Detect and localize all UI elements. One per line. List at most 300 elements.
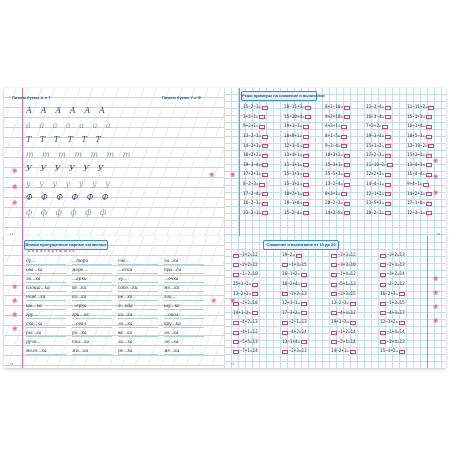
answer-box	[301, 311, 307, 315]
answer-box	[301, 340, 307, 344]
equation-row	[407, 170, 434, 180]
equation-row	[325, 122, 350, 132]
equation-text: 13−4+3=	[407, 162, 426, 168]
flower-icon: ❀	[432, 173, 439, 181]
word-item	[118, 319, 158, 328]
word-text: ле…ка	[164, 339, 179, 344]
equation-text: −2−2=12	[386, 282, 405, 288]
equation-text: 15−1+3=	[407, 114, 426, 120]
equation-row	[243, 113, 268, 123]
handwriting-row: Т Т Т Т Т Т	[26, 135, 104, 144]
equation-text: 18+2+1=	[284, 191, 303, 197]
equation-text: 15−3+1=	[325, 162, 344, 168]
word-item	[164, 265, 204, 274]
equation-text: 17−2−4=	[243, 191, 262, 197]
answer-box	[341, 192, 347, 196]
equation-row	[243, 151, 268, 161]
word-text: руча…	[26, 339, 41, 344]
word-item	[26, 274, 66, 283]
word-item	[164, 319, 204, 328]
equation-row	[407, 141, 434, 151]
equation-row	[325, 103, 350, 113]
equation-text: 8−2−3=	[243, 182, 259, 188]
word-text: мы…ка	[72, 348, 89, 353]
answer-box	[262, 106, 268, 110]
answer-box	[262, 135, 268, 139]
equation-row	[233, 309, 258, 319]
equation-text: 15−2−4=	[284, 210, 303, 216]
word-text: …окол	[164, 312, 179, 317]
page-header-left: Пишем буквы А и Т	[12, 95, 51, 100]
top-spread	[4, 88, 446, 238]
answer-box	[385, 154, 391, 158]
flower-icon: ❀	[229, 171, 236, 179]
equation-row	[233, 251, 258, 261]
equation-row	[243, 161, 268, 171]
answer-box	[426, 135, 432, 139]
equation-row	[325, 170, 350, 180]
equation-text: 19+1−3=	[284, 124, 303, 130]
flower-icon: ❀	[432, 275, 439, 283]
answer-box	[282, 350, 288, 354]
equation-row	[282, 280, 307, 290]
answer-box	[259, 115, 265, 119]
word-item	[72, 274, 112, 283]
answer-box	[252, 283, 258, 287]
word-text: …ерка	[72, 303, 87, 308]
equation-text: 11−1+1=	[284, 162, 303, 168]
equation-column	[331, 251, 356, 357]
handwriting-row: А А А А А А	[26, 106, 109, 115]
word-column	[118, 256, 158, 355]
word-text: ка…ка	[72, 294, 87, 299]
equation-row	[407, 151, 434, 161]
answer-box	[350, 350, 356, 354]
flower-icon: ❀	[432, 289, 439, 297]
equation-text: 19−3−4=	[243, 162, 262, 168]
answer-box	[380, 254, 386, 258]
equation-row	[331, 337, 356, 347]
equation-row	[366, 209, 393, 219]
equation-row	[331, 299, 356, 309]
equation-text: 15−4+2=	[380, 349, 399, 355]
word-column	[72, 256, 112, 355]
word-item	[118, 265, 158, 274]
equation-row	[407, 199, 434, 209]
word-text: …очка	[164, 276, 179, 281]
equation-text: 16−2+4=	[282, 282, 301, 288]
equation-text: −3+3=10	[337, 262, 356, 268]
equation-text: 10+8+1=	[284, 134, 303, 140]
equation-row	[243, 189, 268, 199]
equation-text: 12−3−1=	[407, 210, 426, 216]
answer-box	[282, 292, 288, 296]
answer-box	[296, 254, 302, 258]
equation-row	[366, 132, 393, 142]
answer-box	[331, 283, 337, 287]
word-item	[118, 310, 158, 319]
equation-row	[233, 337, 258, 347]
equation-row	[282, 309, 307, 319]
equation-row	[243, 170, 268, 180]
word-item	[118, 337, 158, 346]
word-text: ло…ка	[164, 330, 179, 335]
answer-box	[301, 283, 307, 287]
equation-row	[284, 141, 311, 151]
answer-box	[252, 292, 258, 296]
answer-box	[380, 340, 386, 344]
answer-box	[282, 321, 288, 325]
equation-text: −2+3=13	[386, 262, 405, 268]
answer-box	[331, 273, 337, 277]
equation-column	[407, 103, 434, 218]
equation-text: 13−2+1=	[233, 291, 252, 297]
word-text: площа…ка	[26, 285, 50, 290]
equation-row	[325, 161, 350, 171]
flower-icon: ❀	[432, 189, 439, 197]
equation-text: −1+3=15	[386, 301, 405, 307]
word-text: нож…ка	[26, 294, 46, 299]
equation-row	[233, 270, 258, 280]
equation-row	[331, 289, 356, 299]
equation-row	[284, 209, 311, 219]
word-text: моло…ка	[26, 348, 47, 353]
equation-row	[366, 103, 393, 113]
answer-box	[301, 273, 307, 277]
page-number: 16	[10, 362, 14, 366]
answer-box	[259, 183, 265, 187]
equation-row	[233, 289, 258, 299]
answer-box	[344, 173, 350, 177]
equation-text: 9+2+10=	[325, 114, 344, 120]
word-item	[26, 301, 66, 310]
answer-box	[331, 254, 337, 258]
answer-box	[262, 154, 268, 158]
equation-text: 15−5+3=	[325, 172, 344, 178]
equation-row	[407, 113, 434, 123]
word-text: сне…	[118, 258, 130, 263]
word-text: ко…ка	[118, 312, 133, 317]
flower-icon: ❀	[432, 303, 439, 311]
word-item	[72, 337, 112, 346]
equation-text: 13−2−1=	[243, 210, 262, 216]
answer-box	[303, 192, 309, 196]
equation-text: 19−3−4=	[366, 134, 385, 140]
equation-text: 16−1+2=	[282, 272, 301, 278]
word-item	[118, 256, 158, 265]
answer-box	[399, 350, 405, 354]
answer-box	[303, 154, 309, 158]
answer-box	[303, 144, 309, 148]
equation-text: 15−1+2=	[284, 182, 303, 188]
word-text: ме…ка	[164, 348, 180, 353]
equation-text: −2−1=13	[288, 320, 307, 326]
word-item	[72, 292, 112, 301]
equation-text: 16−3−4=	[366, 114, 385, 120]
equation-row	[325, 113, 350, 123]
equation-row	[284, 189, 311, 199]
word-text: гла…	[164, 294, 176, 299]
equation-column	[380, 251, 405, 357]
answer-box	[233, 350, 239, 354]
handwriting-row: а а а а а а а	[26, 120, 114, 130]
equation-row	[331, 347, 356, 357]
equation-row	[380, 261, 405, 271]
equation-row	[325, 180, 350, 190]
equation-column	[325, 103, 350, 218]
equation-text: 15−4−4=	[407, 172, 426, 178]
margin-line	[22, 236, 23, 368]
equation-text: 12+2+3=	[366, 172, 385, 178]
word-item	[26, 265, 66, 274]
copybook-page-letters	[4, 88, 225, 238]
equation-text: 16−2+3=	[380, 291, 399, 297]
word-text: …огал	[72, 321, 86, 326]
equation-text: 13+4+1=	[284, 153, 303, 159]
equation-row	[284, 132, 311, 142]
equation-row	[380, 280, 405, 290]
word-item	[164, 283, 204, 292]
answer-box	[428, 106, 434, 110]
answer-box	[385, 106, 391, 110]
answer-box	[262, 202, 268, 206]
exercise-title: Реши примеры на сложение и вычитание	[241, 91, 317, 101]
equation-row	[282, 270, 307, 280]
equation-row	[233, 280, 258, 290]
equation-text: 14+1−2=	[233, 310, 252, 316]
equation-row	[380, 337, 405, 347]
handwriting-row: Ф Ф Ф Ф Ф Ф	[26, 193, 112, 202]
equation-text: 12−1+2=	[366, 191, 385, 197]
word-item	[72, 256, 112, 265]
answer-box	[262, 173, 268, 177]
equation-text: 10+5−3=	[407, 134, 426, 140]
equation-row	[233, 318, 258, 328]
answer-box	[331, 331, 337, 335]
word-text: кру…ка	[164, 321, 181, 326]
equation-text: −1+3=15	[288, 262, 307, 268]
equation-row	[282, 347, 307, 357]
equation-row	[282, 328, 307, 338]
word-text: …ески	[118, 267, 133, 272]
equation-row	[243, 199, 268, 209]
equation-text: −2+1=14	[337, 339, 356, 345]
page-number: 14	[10, 232, 14, 236]
word-item	[164, 274, 204, 283]
answer-box	[303, 163, 309, 167]
word-text: пра…да	[164, 267, 182, 272]
word-text: кни…ка	[72, 339, 90, 344]
equation-text: 13−1+4=	[282, 339, 301, 345]
answer-box	[426, 202, 432, 206]
word-text: я…ода	[118, 303, 133, 308]
equation-row	[331, 261, 356, 271]
word-item	[164, 337, 204, 346]
flower-icon: ❀	[210, 297, 217, 305]
word-item	[164, 256, 204, 265]
word-item	[72, 319, 112, 328]
equation-row	[243, 180, 268, 190]
equation-column	[243, 103, 268, 218]
equation-text: 9−3−4=	[325, 143, 341, 149]
equation-row	[331, 328, 356, 338]
equation-text: −1+2=14	[337, 330, 356, 336]
handwriting-row: У У У У У У	[26, 164, 107, 173]
answer-box	[385, 211, 391, 215]
equation-row	[325, 209, 350, 219]
equation-text: 19+1−3=	[331, 320, 350, 326]
equation-text: −2+2=12	[239, 262, 258, 268]
answer-box	[331, 292, 337, 296]
word-text: шу…ка	[164, 303, 180, 308]
equation-text: −5+5=13	[239, 339, 258, 345]
margin-line	[22, 88, 23, 238]
equation-text: −2+2=18	[239, 301, 258, 307]
equation-row	[282, 299, 307, 309]
equation-row	[380, 328, 405, 338]
word-column	[26, 256, 66, 355]
equation-row	[284, 122, 311, 132]
equation-text: 11−11+2=	[407, 105, 428, 111]
word-text: ло…ка	[118, 321, 133, 326]
equation-row	[284, 151, 311, 161]
equation-text: 17−3+2=	[282, 310, 301, 316]
equation-text: −2+3=12	[337, 253, 356, 259]
equation-row	[366, 199, 393, 209]
word-text: моро…	[72, 267, 88, 272]
equation-text: 20−2−3=	[325, 201, 344, 207]
word-text: гру…	[26, 312, 38, 317]
answer-box	[423, 183, 429, 187]
equation-row	[243, 122, 268, 132]
equation-row	[325, 189, 350, 199]
answer-box	[344, 106, 350, 110]
word-text: ке…ка	[72, 285, 87, 290]
exercise-title: Впиши пропущенные парные согласные	[24, 240, 108, 250]
answer-box	[428, 144, 434, 148]
math-page-practice	[225, 88, 446, 238]
equation-text: 8+1−5=	[325, 134, 341, 140]
answer-box	[303, 135, 309, 139]
equation-row	[331, 270, 356, 280]
equation-column	[233, 251, 258, 357]
answer-box	[233, 321, 239, 325]
flower-icon: ❀	[208, 171, 215, 179]
flower-icon: ❀	[432, 317, 439, 325]
answer-box	[385, 144, 391, 148]
word-column	[164, 256, 204, 355]
equation-row	[380, 347, 405, 357]
equation-text: 15+1−2=	[233, 282, 252, 288]
equation-row	[243, 103, 268, 113]
equation-text: 13−2−3=	[331, 301, 350, 307]
equation-text: −1+4=14	[386, 330, 405, 336]
answer-box	[331, 311, 337, 315]
equation-row	[366, 161, 393, 171]
word-item	[118, 346, 158, 355]
equation-row	[284, 103, 311, 113]
equation-row	[243, 132, 268, 142]
equation-text: 7+2+2=	[366, 124, 382, 130]
equation-row	[380, 289, 405, 299]
equation-text: 13−2−4=	[325, 182, 344, 188]
equation-text: 19−2=	[282, 253, 295, 259]
word-text: ло…ка	[26, 276, 41, 281]
equation-text: −4+2=14	[288, 330, 307, 336]
equation-text: 19−1+0=	[284, 201, 303, 207]
equation-text: 14−2+1=	[331, 349, 350, 355]
equation-row	[380, 270, 405, 280]
equation-row	[282, 289, 307, 299]
word-item	[72, 346, 112, 355]
word-item	[26, 310, 66, 319]
answer-box	[303, 202, 309, 206]
word-item	[118, 292, 158, 301]
math-page-addition	[225, 236, 446, 368]
equation-row	[284, 180, 311, 190]
handwriting-row: ф ф ф ф ф ф	[26, 207, 110, 217]
equation-row	[366, 180, 393, 190]
equation-row	[331, 318, 356, 328]
handwriting-row: т т т т т т т	[26, 149, 134, 159]
equation-row	[233, 299, 258, 309]
word-text: лу…	[118, 276, 128, 281]
equation-text: 12−3+2=	[380, 320, 399, 326]
equation-text: 17+2+1=	[243, 172, 262, 178]
equation-text: 15−1+3=	[284, 172, 303, 178]
answer-box	[303, 183, 309, 187]
answer-box	[341, 135, 347, 139]
answer-box	[380, 273, 386, 277]
word-item	[164, 301, 204, 310]
copybook-page-words	[4, 236, 225, 368]
equation-row	[233, 261, 258, 271]
equation-text: 12+3−1=	[282, 301, 301, 307]
equation-row	[407, 122, 434, 132]
answer-box	[426, 173, 432, 177]
margin-line	[427, 236, 428, 368]
equation-text: −4+3=12	[337, 310, 356, 316]
answer-box	[350, 302, 356, 306]
word-text: …арки	[72, 276, 87, 281]
answer-box	[344, 183, 350, 187]
answer-box	[341, 144, 347, 148]
page-header-right: Пишем буквы У и Ф	[162, 95, 202, 100]
answer-box	[426, 125, 432, 129]
equation-row	[366, 113, 393, 123]
answer-box	[331, 263, 337, 267]
equation-text: 17+2−3=	[366, 153, 385, 159]
equation-row	[380, 299, 405, 309]
flower-icon: ❀	[11, 167, 18, 175]
equation-text: 8+3−10=	[325, 105, 344, 111]
word-item	[26, 346, 66, 355]
answer-box	[399, 321, 405, 325]
word-text: …тори	[72, 258, 89, 263]
equation-row	[407, 189, 434, 199]
equation-text: −2+2=13	[288, 291, 307, 297]
equation-text: −2+4=13	[386, 339, 405, 345]
answer-box	[426, 211, 432, 215]
answer-box	[305, 115, 311, 119]
equation-text: 10−2−1=	[366, 210, 385, 216]
answer-box	[385, 183, 391, 187]
word-item	[72, 301, 112, 310]
equation-row	[325, 132, 350, 142]
equation-text: −3+2=12	[239, 253, 258, 259]
equation-text: −4+1=12	[239, 330, 258, 336]
answer-box	[331, 340, 337, 344]
